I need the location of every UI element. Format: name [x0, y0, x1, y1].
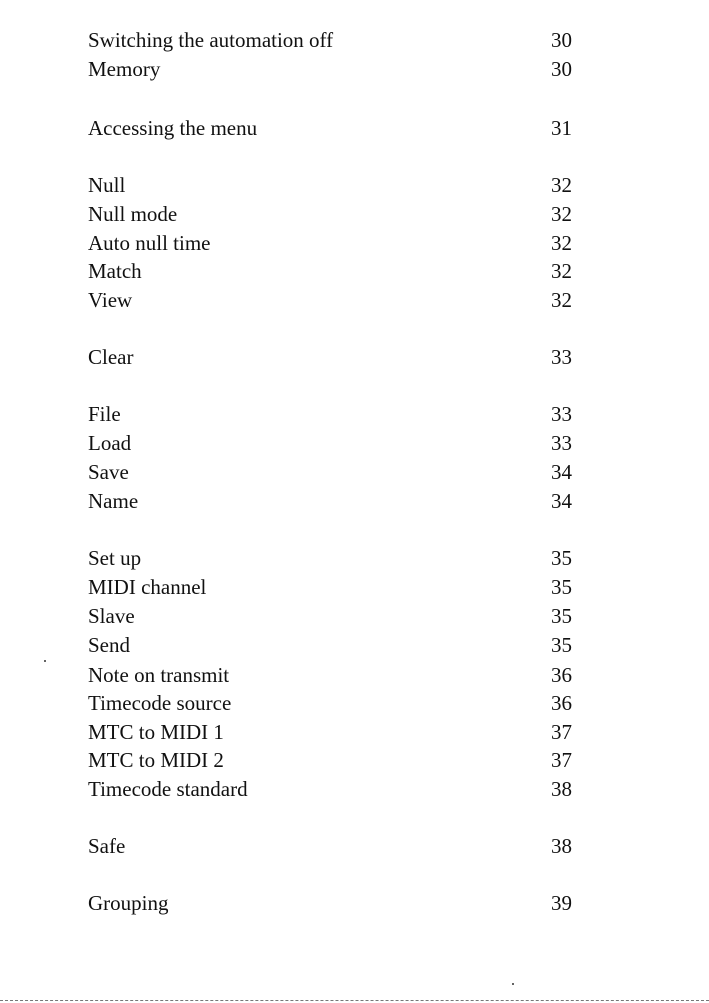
- toc-entry-page-number: 32: [551, 202, 572, 226]
- toc-entry: [88, 717, 572, 747]
- toc-entry-title: Timecode source: [88, 691, 232, 715]
- toc-entry-title: Null: [88, 173, 126, 197]
- toc-entry-page-number: 34: [551, 489, 572, 513]
- toc-entry: [88, 831, 572, 861]
- toc-entry: [88, 170, 572, 200]
- toc-entry: [88, 888, 572, 918]
- toc-entry: [88, 25, 572, 55]
- toc-entry-page-number: 35: [551, 575, 572, 599]
- toc-entry-page-number: 32: [551, 288, 572, 312]
- toc-entry-page-number: 35: [551, 604, 572, 628]
- toc-entry-page-number: 30: [551, 57, 572, 81]
- toc-entry-title: Send: [88, 633, 130, 657]
- toc-entry-title: Auto null time: [88, 231, 211, 255]
- toc-entry-title: Load: [88, 431, 132, 455]
- toc-entry-page-number: 32: [551, 259, 572, 283]
- toc-entry-page-number: 35: [551, 546, 572, 570]
- toc-entry: [88, 228, 572, 258]
- toc-entry-title: MTC to MIDI 2: [88, 748, 224, 772]
- toc-entry: [88, 660, 572, 690]
- toc-entry-page-number: 36: [551, 691, 572, 715]
- toc-entry: [88, 630, 572, 660]
- toc-entry-title: View: [88, 288, 133, 312]
- toc-entry: [88, 745, 572, 775]
- toc-entry: [88, 285, 572, 315]
- toc-entry-title: Grouping: [88, 891, 169, 915]
- toc-entry-title: Save: [88, 460, 129, 484]
- toc-entry-page-number: 32: [551, 173, 572, 197]
- toc-entry: [88, 428, 572, 458]
- toc-entry-page-number: 30: [551, 28, 572, 52]
- toc-entry-page-number: 34: [551, 460, 572, 484]
- toc-entry-title: Null mode: [88, 202, 178, 226]
- toc-entry-title: Note on transmit: [88, 663, 230, 687]
- toc-entry-title: Switching the automation off: [88, 28, 334, 52]
- toc-entry: [88, 199, 572, 229]
- toc-entry: [88, 688, 572, 718]
- toc-entry-title: Name: [88, 489, 139, 513]
- toc-entry-page-number: 38: [551, 834, 572, 858]
- toc-entry-title: Accessing the menu: [88, 116, 258, 140]
- toc-entry: [88, 572, 572, 602]
- toc-entry-page-number: 35: [551, 633, 572, 657]
- toc-entry-page-number: 38: [551, 777, 572, 801]
- toc-entry-page-number: 36: [551, 663, 572, 687]
- toc-entry: [88, 399, 572, 429]
- toc-entry-title: MIDI channel: [88, 575, 207, 599]
- toc-entry: [88, 256, 572, 286]
- scan-speck: [512, 983, 514, 985]
- toc-entry-title: Safe: [88, 834, 126, 858]
- toc-entry-page-number: 37: [551, 720, 572, 744]
- toc-entry-page-number: 31: [551, 116, 572, 140]
- toc-entry: [88, 457, 572, 487]
- toc-entry: [88, 486, 572, 516]
- scan-speck: [44, 660, 46, 662]
- toc-entry-title: Set up: [88, 546, 142, 570]
- toc-entry-title: Memory: [88, 57, 161, 81]
- toc-entry: [88, 601, 572, 631]
- toc-entry-title: Timecode standard: [88, 777, 248, 801]
- toc-entry-title: Clear: [88, 345, 134, 369]
- toc-entry-page-number: 32: [551, 231, 572, 255]
- toc-entry-page-number: 37: [551, 748, 572, 772]
- toc-entry-title: Slave: [88, 604, 135, 628]
- toc-entry: [88, 342, 572, 372]
- toc-entry-page-number: 33: [551, 431, 572, 455]
- toc-entry: [88, 54, 572, 84]
- toc-entry-page-number: 39: [551, 891, 572, 915]
- toc-entry: [88, 543, 572, 573]
- toc-entry-page-number: 33: [551, 402, 572, 426]
- toc-entry-title: Match: [88, 259, 142, 283]
- toc-entry: [88, 113, 572, 143]
- toc-entry-page-number: 33: [551, 345, 572, 369]
- toc-entry: [88, 774, 572, 804]
- toc-entry-title: File: [88, 402, 121, 426]
- toc-entry-title: MTC to MIDI 1: [88, 720, 224, 744]
- page-bottom-edge: [0, 1000, 709, 1001]
